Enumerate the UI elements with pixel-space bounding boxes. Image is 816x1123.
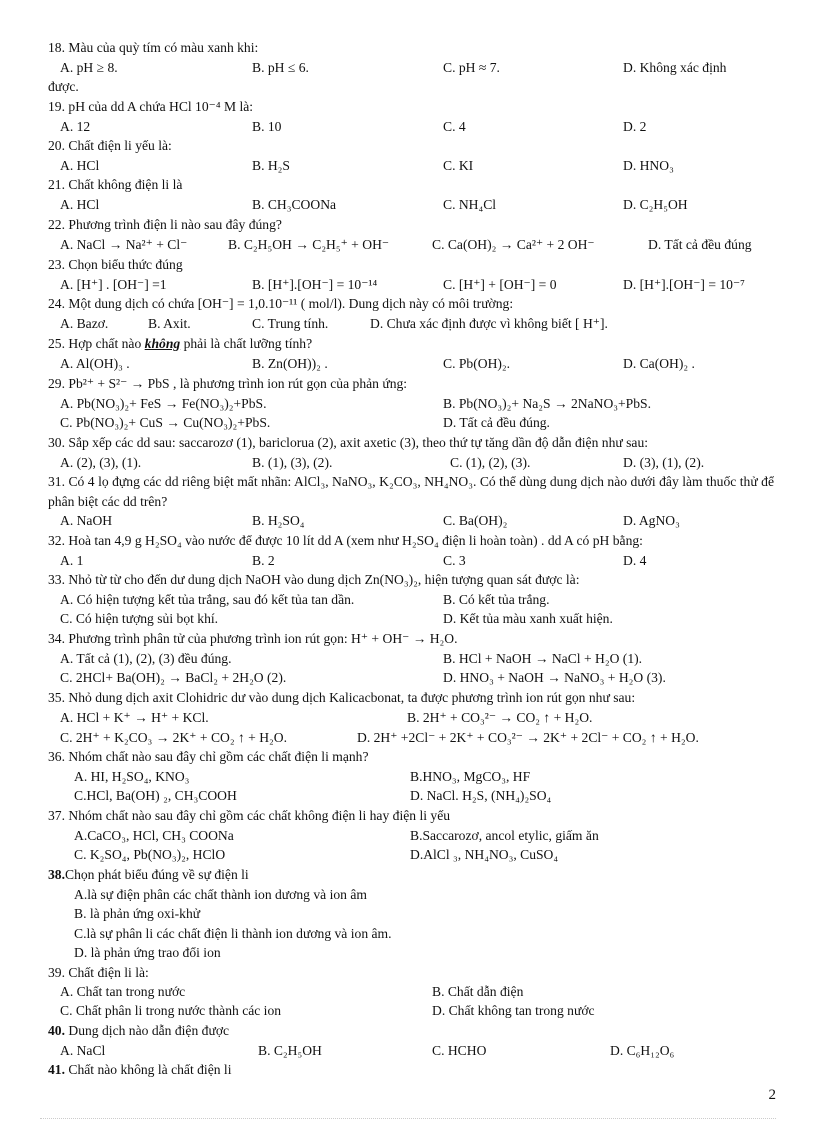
q19-option-c: C. 4 xyxy=(443,119,466,134)
question-29-stem: 29. Pb²⁺ + S²⁻ → PbS , là phương trình ion rút gọn của phản ứng: xyxy=(48,376,408,391)
q18-option-d: D. Không xác định xyxy=(623,60,727,75)
q36-option-a: A. HI, H₂SO₄, KNO₃ xyxy=(74,769,190,784)
q20-option-d: D. HNO₃ xyxy=(623,158,674,173)
question-37-stem: 37. Nhóm chất nào sau đây chỉ gồm các chất không điện li hay điện li yếu xyxy=(48,808,451,823)
q38-option-d: D. là phản ứng trao đổi ion xyxy=(74,945,221,960)
q21-option-c: C. NH₄Cl xyxy=(443,197,497,212)
q36-option-b: B.HNO₃, MgCO₃, HF xyxy=(410,769,531,784)
question-36-stem: 36. Nhóm chất nào sau đây chỉ gồm các chất điện li mạnh? xyxy=(48,749,369,764)
q40-option-c: C. HCHO xyxy=(432,1043,487,1058)
q23-option-d: D. [H⁺].[OH⁻] = 10⁻⁷ xyxy=(623,277,745,292)
q32-option-a: A. 1 xyxy=(60,553,84,568)
q33-option-b: B. Có kết tủa trắng. xyxy=(443,592,550,607)
q30-option-c: C. (1), (2), (3). xyxy=(450,455,531,470)
q35-option-c: C. 2H⁺ + K₂CO₃ → 2K⁺ + CO₂ ↑ + H₂O. xyxy=(60,730,287,745)
q32-option-b: B. 2 xyxy=(252,553,275,568)
question-40-stem: 40. Dung dịch nào dẫn điện được xyxy=(48,1023,230,1038)
q35-option-a: A. HCl + K⁺ → H⁺ + KCl. xyxy=(60,710,209,725)
q22-option-a: A. NaCl → Na²⁺ + Cl⁻ xyxy=(60,237,188,252)
q29-option-c: C. Pb(NO₃)₂+ CuS → Cu(NO₃)₂+PbS. xyxy=(60,415,271,430)
q29-option-d: D. Tất cả đều đúng. xyxy=(443,415,550,430)
q24-option-b: B. Axit. xyxy=(148,316,191,331)
q20-option-b: B. H₂S xyxy=(252,158,290,173)
q25-option-b: B. Zn(OH))₂ . xyxy=(252,356,328,371)
q33-option-a: A. Có hiện tượng kết tủa trắng, sau đó kết tủa tan dần. xyxy=(60,592,355,607)
q25-option-c: C. Pb(OH)₂. xyxy=(443,356,511,371)
q18-option-c: C. pH ≈ 7. xyxy=(443,60,500,75)
question-32-stem: 32. Hoà tan 4,9 g H₂SO₄ vào nước để được 10 lít dd A (xem như H₂SO₄ điện li hoàn toàn) . dd A có pH bằng: xyxy=(48,533,643,548)
q38-option-c: C.là sự phân li các chất điện li thành ion dương và ion âm. xyxy=(74,926,392,941)
q32-option-d: D. 4 xyxy=(623,553,647,568)
q38-option-a: A.là sự điện phân các chất thành ion dương và ion âm xyxy=(74,887,367,902)
question-30-stem: 30. Sắp xếp các dd sau: saccarozơ (1), bariclorua (2), axit axetic (3), theo thứ tự tăng dần độ dẫn điện như sau: xyxy=(48,435,649,450)
q37-option-a: A.CaCO₃, HCl, CH₃ COONa xyxy=(74,828,234,843)
question-34-stem: 34. Phương trình phân tử của phương trình ion rút gọn: H⁺ + OH⁻ → H₂O. xyxy=(48,631,458,646)
question-39-stem: 39. Chất điện li là: xyxy=(48,965,149,980)
q34-option-b: B. HCl + NaOH → NaCl + H₂O (1). xyxy=(443,651,643,666)
q35-option-b: B. 2H⁺ + CO₃²⁻ → CO₂ ↑ + H₂O. xyxy=(407,710,593,725)
q23-option-a: A. [H⁺] . [OH⁻] =1 xyxy=(60,277,167,292)
question-25-stem: 25. Hợp chất nào không phải là chất lưỡng tính? xyxy=(48,336,313,351)
q30-option-b: B. (1), (3), (2). xyxy=(252,455,333,470)
q24-option-c: C. Trung tính. xyxy=(252,316,329,331)
q21-option-a: A. HCl xyxy=(60,197,100,212)
q37-option-c: C. K₂SO₄, Pb(NO₃)₂, HClO xyxy=(74,847,226,862)
keyword-not: không xyxy=(144,336,181,351)
q18-continuation: được. xyxy=(48,79,79,94)
q39-option-d: D. Chất không tan trong nước xyxy=(432,1003,595,1018)
q34-option-a: A. Tất cả (1), (2), (3) đều đúng. xyxy=(60,651,232,666)
q22-option-d: D. Tất cả đều đúng xyxy=(648,237,752,252)
q34-option-d: D. HNO₃ + NaOH → NaNO₃ + H₂O (3). xyxy=(443,670,666,685)
q29-option-a: A. Pb(NO₃)₂+ FeS → Fe(NO₃)₂+PbS. xyxy=(60,396,267,411)
q19-option-a: A. 12 xyxy=(60,119,91,134)
q33-option-d: D. Kết tủa màu xanh xuất hiện. xyxy=(443,611,613,626)
q35-option-d: D. 2H⁺ +2Cl⁻ + 2K⁺ + CO₃²⁻ → 2K⁺ + 2Cl⁻ + CO₂ ↑ + H₂O. xyxy=(357,730,699,745)
page-bottom-rule xyxy=(40,1118,776,1119)
q36-option-c: C.HCl, Ba(OH) ₂, CH₃COOH xyxy=(74,788,237,803)
q19-option-b: B. 10 xyxy=(252,119,282,134)
q19-option-d: D. 2 xyxy=(623,119,647,134)
q31-option-a: A. NaOH xyxy=(60,513,113,528)
q22-option-c: C. Ca(OH)₂ → Ca²⁺ + 2 OH⁻ xyxy=(432,237,595,252)
q18-option-b: B. pH ≤ 6. xyxy=(252,60,309,75)
q30-option-d: D. (3), (1), (2). xyxy=(623,455,705,470)
q31-option-d: D. AgNO₃ xyxy=(623,513,680,528)
q34-option-c: C. 2HCl+ Ba(OH)₂ → BaCl₂ + 2H₂O (2). xyxy=(60,670,287,685)
q23-option-b: B. [H⁺].[OH⁻] = 10⁻¹⁴ xyxy=(252,277,378,292)
question-19-stem: 19. pH của dd A chứa HCl 10⁻⁴ M là: xyxy=(48,99,254,114)
q25-option-d: D. Ca(OH)₂ . xyxy=(623,356,695,371)
q36-option-d: D. NaCl. H₂S, (NH₄)₂SO₄ xyxy=(410,788,552,803)
q22-option-b: B. C₂H₅OH → C₂H₅⁺ + OH⁻ xyxy=(228,237,390,252)
q40-option-a: A. NaCl xyxy=(60,1043,106,1058)
q21-option-b: B. CH₃COONa xyxy=(252,197,337,212)
q40-option-b: B. C₂H₅OH xyxy=(258,1043,322,1058)
question-41-stem: 41. Chất nào không là chất điện li xyxy=(48,1062,232,1077)
question-24-stem: 24. Một dung dịch có chứa [OH⁻] = 1,0.10⁻¹¹ ( mol/l). Dung dịch này có môi trường: xyxy=(48,296,514,311)
question-20-stem: 20. Chất điện li yếu là: xyxy=(48,138,172,153)
q37-option-d: D.AlCl ₃, NH₄NO₃, CuSO₄ xyxy=(410,847,559,862)
q24-option-a: A. Bazơ. xyxy=(60,316,109,331)
q24-option-d: D. Chưa xác định được vì không biết [ H⁺]. xyxy=(370,316,608,331)
q39-option-c: C. Chất phân li trong nước thành các ion xyxy=(60,1003,282,1018)
question-21-stem: 21. Chất không điện li là xyxy=(48,177,183,192)
question-31-stem: 31. Có 4 lọ đựng các dd riêng biệt mất nhãn: AlCl₃, NaNO₃, K₂CO₃, NH₄NO₃. Có thể dùng dung dịch nào dưới đây làm thuốc thử để phân biệt các dd trên? xyxy=(48,474,774,509)
q25-option-a: A. Al(OH)₃ . xyxy=(60,356,130,371)
question-35-stem: 35. Nhỏ dung dịch axit Clohidric dư vào dung dịch Kalicacbonat, ta được phương trình ion rút gọn như sau: xyxy=(48,690,636,705)
q18-option-a: A. pH ≥ 8. xyxy=(60,60,118,75)
q20-option-a: A. HCl xyxy=(60,158,100,173)
q38-option-b: B. là phản ứng oxi-khử xyxy=(74,906,201,921)
q39-option-a: A. Chất tan trong nước xyxy=(60,984,186,999)
q33-option-c: C. Có hiện tượng sủi bọt khí. xyxy=(60,611,219,626)
q23-option-c: C. [H⁺] + [OH⁻] = 0 xyxy=(443,277,557,292)
question-18-stem: 18. Màu của quỳ tím có màu xanh khi: xyxy=(48,40,259,55)
q31-option-c: C. Ba(OH)₂ xyxy=(443,513,508,528)
q32-option-c: C. 3 xyxy=(443,553,466,568)
q39-option-b: B. Chất dẫn điện xyxy=(432,984,524,999)
q30-option-a: A. (2), (3), (1). xyxy=(60,455,142,470)
question-23-stem: 23. Chọn biểu thức đúng xyxy=(48,257,183,272)
q21-option-d: D. C₂H₅OH xyxy=(623,197,688,212)
q37-option-b: B.Saccarozơ, ancol etylic, giấm ăn xyxy=(410,828,599,843)
q29-option-b: B. Pb(NO₃)₂+ Na₂S → 2NaNO₃+PbS. xyxy=(443,396,651,411)
q20-option-c: C. KI xyxy=(443,158,474,173)
question-22-stem: 22. Phương trình điện li nào sau đây đúng? xyxy=(48,217,282,232)
q31-option-b: B. H₂SO₄ xyxy=(252,513,305,528)
question-38-stem: 38.Chọn phát biểu đúng về sự điện li xyxy=(48,867,249,882)
question-33-stem: 33. Nhỏ từ từ cho đến dư dung dịch NaOH vào dung dịch Zn(NO₃)₂, hiện tượng quan sát được là: xyxy=(48,572,580,587)
q40-option-d: D. C₆H₁₂O₆ xyxy=(610,1043,675,1058)
page-number: 2 xyxy=(768,1087,776,1103)
